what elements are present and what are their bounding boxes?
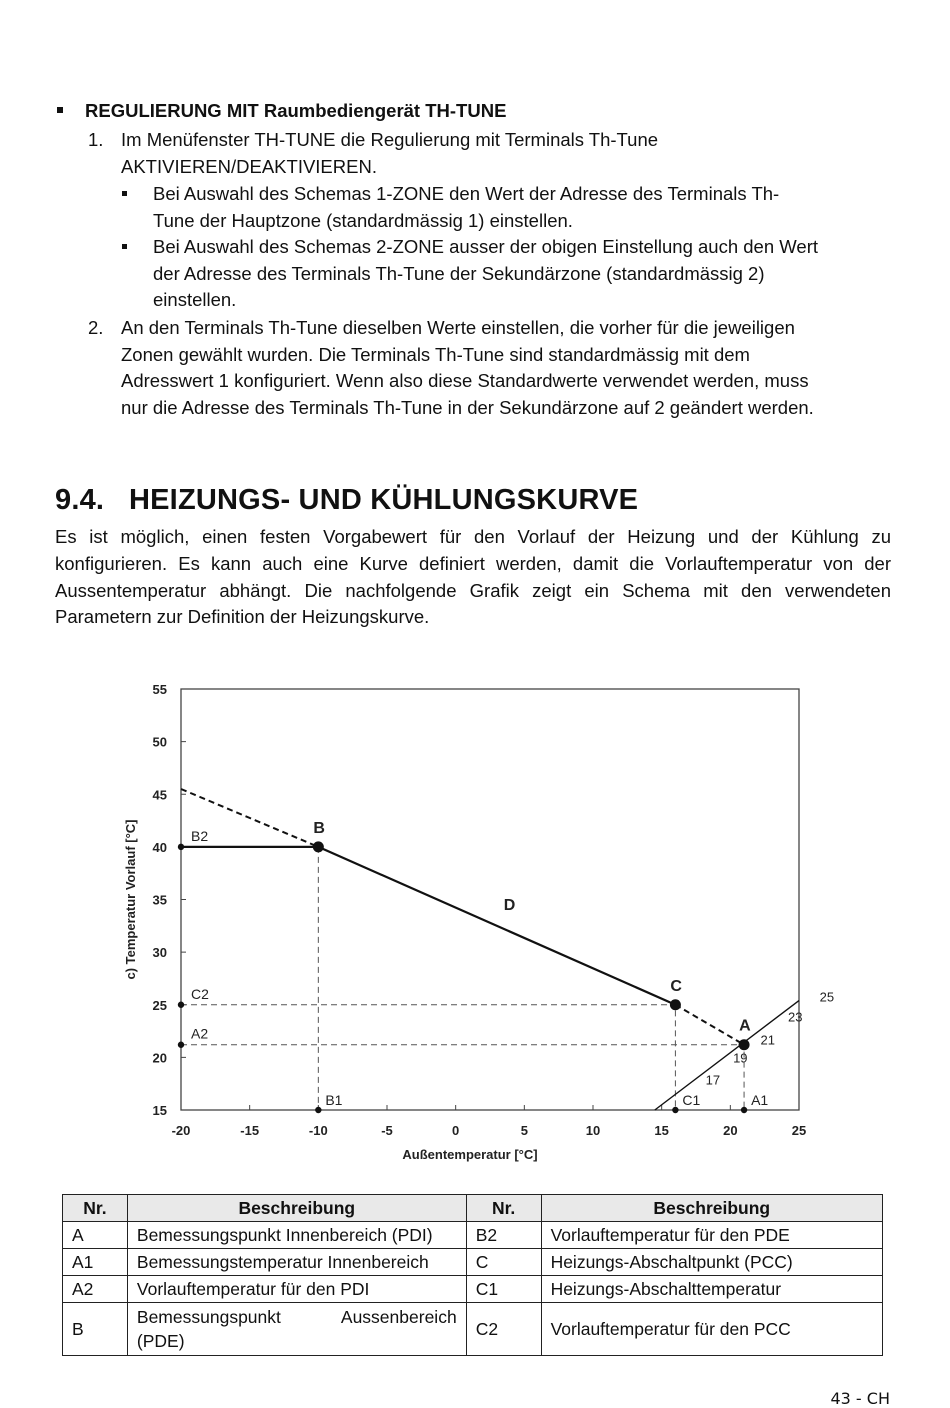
curve-series: [675, 1005, 744, 1045]
x-tick-label: 5: [520, 1123, 528, 1138]
y-axis-label: c) Temperatur Vorlauf [°C]: [123, 819, 138, 980]
x-tick-label: 25: [791, 1123, 807, 1138]
chart-annotation: D: [503, 897, 516, 915]
curve-point-label: A: [739, 1017, 751, 1035]
table-cell: Vorlauftemperatur für den PDE: [541, 1222, 882, 1249]
section-bullet-title: [57, 100, 506, 122]
axis-marker-label: A1: [751, 1092, 769, 1108]
x-axis-label: Außentemperatur [°C]: [402, 1147, 538, 1162]
x-tick-label: -10: [308, 1123, 328, 1138]
text-line: Adresswert 1 konfiguriert. Wenn also diese Standardwerte verwendet werden, muss: [121, 370, 809, 392]
chart-annotation: 23: [788, 1009, 803, 1025]
cell-text: Aussenbereich: [340, 1307, 457, 1327]
y-tick-label: 30: [152, 945, 167, 961]
y-tick-label: 15: [152, 1103, 167, 1118]
table-cell: A: [63, 1222, 128, 1249]
axis-marker-dot: [178, 1042, 184, 1048]
x-tick-label: 20: [723, 1123, 738, 1138]
table-header-row: [63, 1195, 883, 1222]
cell-text: (PDE): [136, 1331, 185, 1351]
x-tick-label: 15: [654, 1123, 669, 1138]
y-tick-label: 45: [152, 787, 167, 803]
x-tick-label: -15: [240, 1123, 260, 1138]
axis-marker-dot: [178, 844, 184, 850]
sub-item-text: [153, 234, 887, 314]
table-cell: Heizungs-Abschalttemperatur: [541, 1276, 882, 1303]
text-line: Zonen gewählt wurden. Die Terminals Th-Tune sind standardmässig mit dem: [121, 343, 750, 365]
table-row: [63, 1276, 883, 1303]
table-cell: B: [63, 1303, 128, 1356]
x-tick-label: 10: [585, 1123, 601, 1138]
section-title: HEIZUNGS- UND KÜHLUNGSKURVE: [129, 484, 639, 516]
step-number: 2.: [88, 317, 104, 338]
section-heading: [55, 484, 638, 517]
text-line: AKTIVIEREN/DEAKTIVIEREN.: [121, 155, 377, 177]
legend-table: [62, 1194, 883, 1356]
chart-annotation: 21: [760, 1032, 776, 1048]
text-line: An den Terminals Th-Tune dieselben Werte einstellen, die vorher für die jeweiligen: [121, 317, 795, 338]
axis-marker-label: B1: [325, 1092, 343, 1108]
cell-line: [137, 1305, 457, 1329]
table-cell: C2: [466, 1303, 541, 1356]
table-cell: Vorlauftemperatur für den PDI: [127, 1276, 466, 1303]
axis-marker-label: C1: [682, 1092, 701, 1108]
step-text: [121, 127, 888, 180]
x-tick-label: 0: [452, 1123, 460, 1138]
step-2: [88, 315, 888, 422]
column-header: Beschreibung: [127, 1195, 466, 1222]
table-cell: Bemessungstemperatur Innenbereich: [127, 1249, 466, 1276]
text-line: der Adresse des Terminals Th-Tune der Sekundärzone (standardmässig 2): [153, 262, 765, 284]
body-paragraph: Es ist möglich, einen festen Vorgabewert für den Vorlauf der Heizung und der Kühlung zu konfigurieren. Es kann auch eine Kurve definiert werden, damit die Vorlauftemperatur von der Aussentemperatur abhängt. Die nachfolgende Grafik zeigt ein Schema mit den verwendeten Parametern zur Definition der Heizungskurve.: [55, 526, 891, 628]
cell-text: Bemessungspunkt: [136, 1307, 281, 1327]
column-header: Beschreibung: [541, 1195, 882, 1222]
x-tick-label: -5: [381, 1123, 393, 1138]
text-line: Bei Auswahl des Schemas 2-ZONE ausser der obigen Einstellung auch den Wert: [153, 236, 818, 257]
plot-frame: [181, 689, 799, 1110]
text-line: Tune der Hauptzone (standardmässig 1) einstellen.: [153, 209, 573, 231]
y-tick-label: 55: [152, 682, 167, 697]
y-tick-label: 50: [152, 734, 167, 750]
curve-point: [313, 841, 324, 852]
table-cell: A1: [63, 1249, 128, 1276]
curve-point: [739, 1039, 750, 1050]
text-line: Im Menüfenster TH-TUNE die Regulierung mit Terminals Th-Tune: [121, 129, 659, 150]
square-bullet-icon: [122, 244, 127, 249]
table-row: [63, 1222, 883, 1249]
chart-annotation: 17: [705, 1072, 721, 1088]
square-bullet-icon: [57, 107, 63, 113]
axis-marker-dot: [178, 1002, 184, 1008]
axis-marker-label: B2: [191, 827, 209, 844]
table-cell: A2: [63, 1276, 128, 1303]
page-number: 43 - CH: [830, 1389, 890, 1408]
table-row: [63, 1249, 883, 1276]
column-header: Nr.: [466, 1195, 541, 1222]
table-cell: Bemessungspunkt Innenbereich (PDI): [127, 1222, 466, 1249]
table-cell: C: [466, 1249, 541, 1276]
step-text: [121, 315, 888, 422]
axis-marker-label: C2: [191, 985, 209, 1002]
table-cell: Vorlauftemperatur für den PCC: [541, 1303, 882, 1356]
axis-marker-dot: [741, 1107, 747, 1113]
section-number: 9.4.: [55, 484, 105, 516]
chart-annotation: 25: [819, 989, 835, 1005]
curve-point-label: B: [313, 819, 325, 837]
heating-curve-chart: [110, 672, 840, 1172]
axis-marker-dot: [315, 1107, 321, 1113]
y-tick-label: 40: [152, 839, 167, 855]
axis-marker-label: A2: [191, 1025, 209, 1042]
step-1: [88, 127, 888, 180]
column-header: Nr.: [63, 1195, 128, 1222]
chart-annotation: 19: [733, 1050, 748, 1066]
square-bullet-icon: [122, 191, 127, 196]
guide-line: [181, 1005, 675, 1110]
curve-series: [655, 1001, 799, 1110]
guide-line: [181, 1045, 744, 1110]
curve-series: [181, 847, 675, 1005]
y-tick-label: 35: [152, 892, 167, 908]
curve-point: [670, 999, 681, 1010]
text-line: einstellen.: [153, 289, 237, 311]
table-cell: C1: [466, 1276, 541, 1303]
sub-item-text: [153, 181, 887, 234]
table-cell: Heizungs-Abschaltpunkt (PCC): [541, 1249, 882, 1276]
step-number: 1.: [88, 129, 104, 150]
sub-item-2: [122, 234, 887, 314]
table-row: [63, 1303, 883, 1356]
text-line: Bei Auswahl des Schemas 1-ZONE den Wert der Adresse des Terminals Th-: [153, 183, 780, 204]
y-tick-label: 25: [152, 997, 167, 1013]
text-line: nur die Adresse des Terminals Th-Tune in der Sekundärzone auf 2 geändert werden.: [121, 397, 814, 419]
table-cell: B2: [466, 1222, 541, 1249]
y-tick-label: 20: [152, 1050, 167, 1066]
sub-item-1: [122, 181, 887, 234]
x-tick-label: -20: [171, 1123, 191, 1138]
section-bullet-title-text: REGULIERUNG MIT Raumbediengerät TH-TUNE: [85, 100, 507, 121]
table-cell: [127, 1303, 466, 1356]
curve-point-label: C: [670, 977, 682, 995]
axis-marker-dot: [672, 1107, 678, 1113]
